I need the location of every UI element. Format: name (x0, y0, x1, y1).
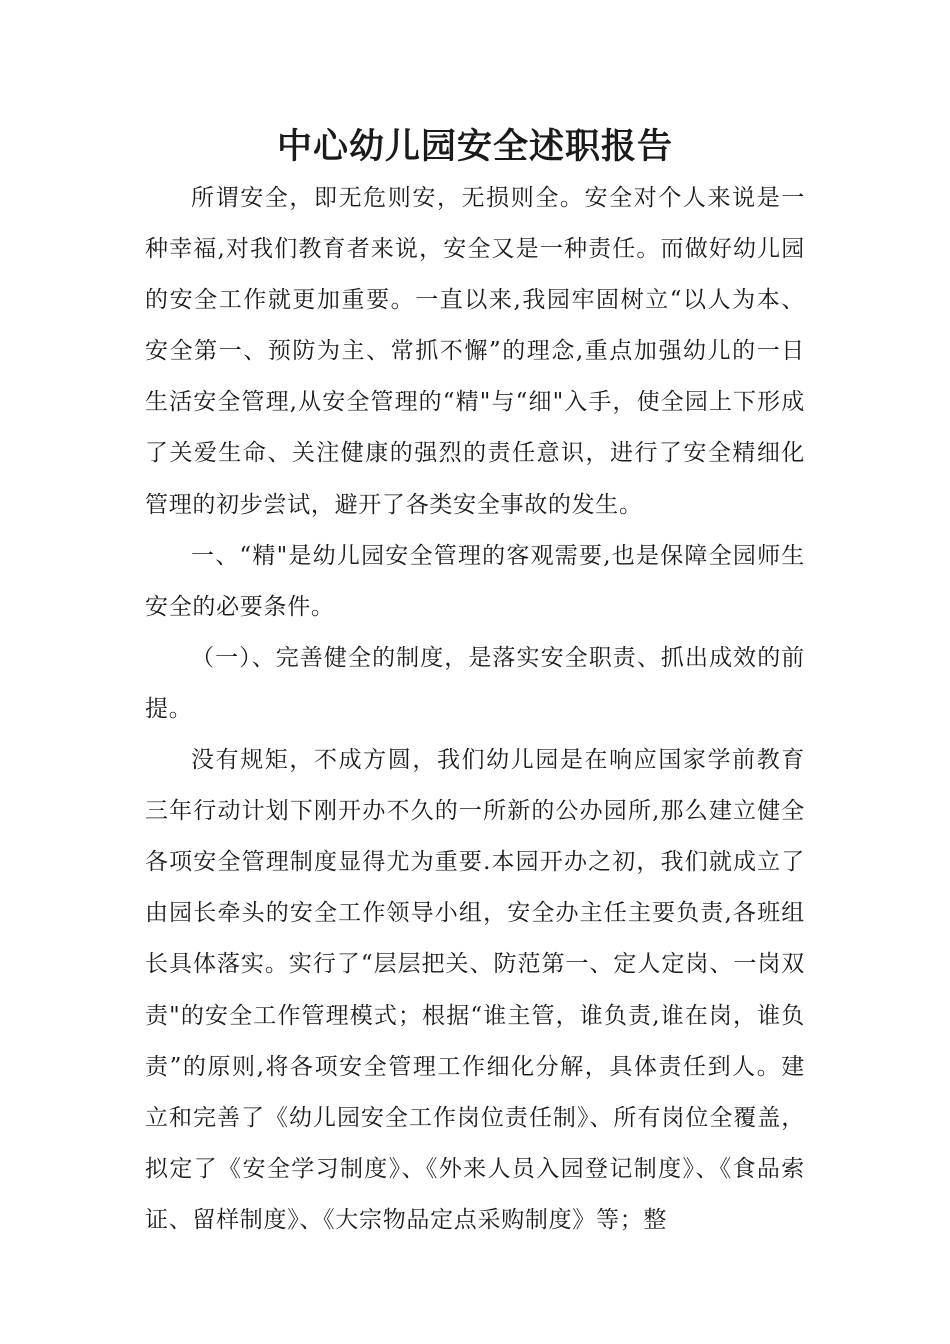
paragraph-intro: 所谓安全，即无危则安，无损则全。安全对个人来说是一种幸福,对我们教育者来说，安全又是一种责任。而做好幼儿园的安全工作就更加重要。一直以来,我园牢固树立“以人为本、安全第一、预防为主、常抓不懈”的理念,重点加强幼儿的一日生活安全管理,从安全管理的“精"与“细"入手，使全园上下形成了关爱生命、关注健康的强烈的责任意识，进行了安全精细化管理的初步尝试，避开了各类安全事故的发生。 (145, 185, 805, 518)
document-body (145, 173, 805, 1246)
paragraph-section-1-heading: 一、“精"是幼儿园安全管理的客观需要,也是保障全园师生安全的必要条件。 (145, 542, 805, 620)
document-title: 中心幼儿园安全述职报告 (276, 126, 673, 167)
paragraph-rules: 没有规矩，不成方圆，我们幼儿园是在响应国家学前教育三年行动计划下刚开办不久的一所新的公办园所,那么建立健全各项安全管理制度显得尤为重要.本园开办之初，我们就成立了由园长牵头的安全工作领导小组，安全办主任主要负责,各班组长具体落实。实行了“层层把关、防范第一、定人定岗、一岗双责"的安全工作管理模式；根据“谁主管，谁负责,谁在岗，谁负责”的原则,将各项安全管理工作细化分解，具体责任到人。建立和完善了《幼儿园安全工作岗位责任制》、所有岗位全覆盖，拟定了《安全学习制度》、《外来人员入园登记制度》、《食品索证、留样制度》、《大宗物品定点采购制度》等；整 (145, 747, 805, 1233)
paragraph-subsection-1-heading: （一）、完善健全的制度，是落实安全职责、抓出成效的前提。 (145, 644, 805, 722)
